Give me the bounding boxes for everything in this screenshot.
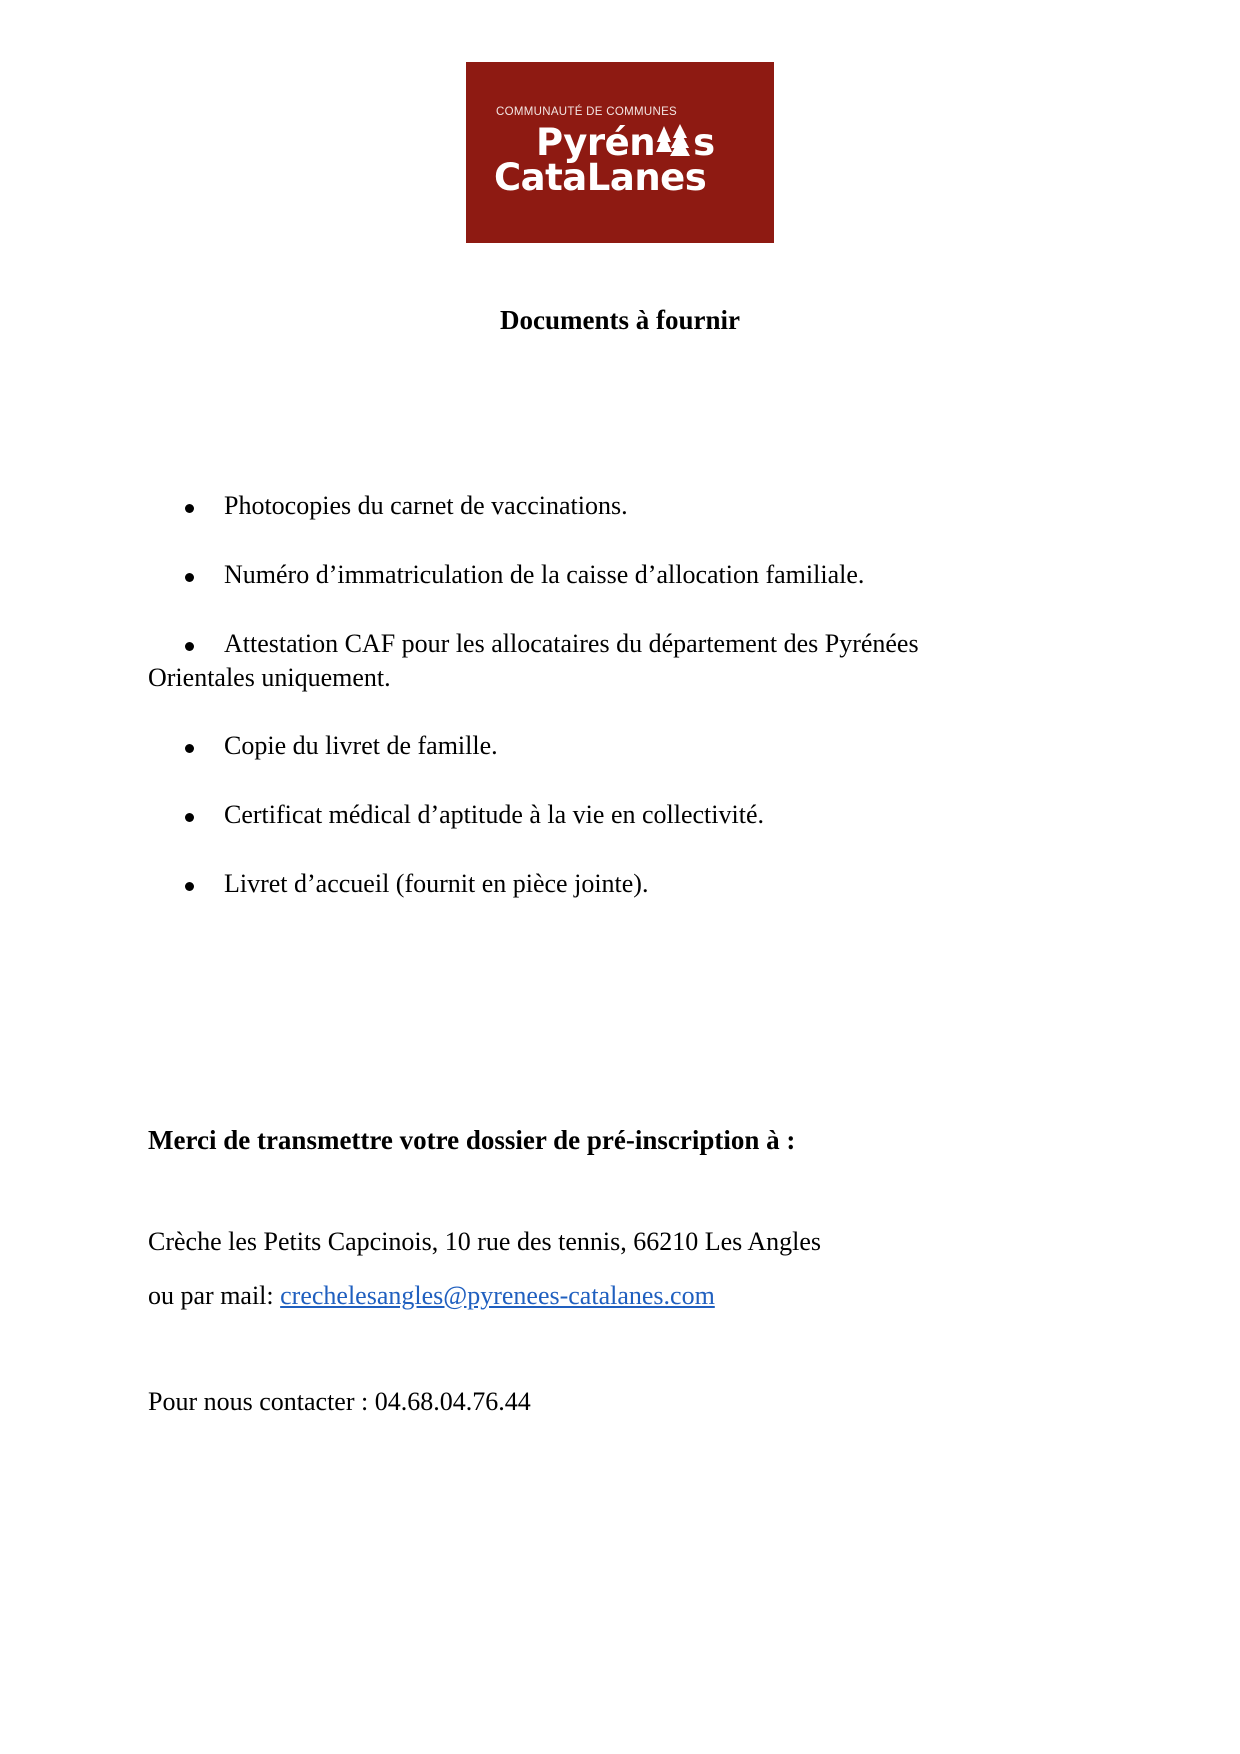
list-item-text: Attestation CAF pour les allocataires du département des Pyrénées Orientales uniquement. [148,629,919,692]
bullet-icon [185,504,194,513]
mountain-trees-icon [656,122,692,160]
logo-word-catalanes: CataLanes [494,156,707,199]
pyrenees-catalanes-logo [466,62,774,243]
list-item-text: Certificat médical d’aptitude à la vie en collectivité. [224,800,764,829]
page-title: Documents à fournir [500,305,740,335]
contact-line: Pour nous contacter : 04.68.04.76.44 [148,1387,531,1416]
logo-community-label: COMMUNAUTÉ DE COMMUNES [496,106,678,118]
bullet-icon [185,573,194,582]
bullet-icon [185,882,194,891]
bullet-icon [185,744,194,753]
submission-heading: Merci de transmettre votre dossier de pré-inscription à : [148,1125,796,1155]
list-item-text: Numéro d’immatriculation de la caisse d’allocation familiale. [224,560,865,589]
list-item-text: Photocopies du carnet de vaccinations. [224,491,628,520]
mail-line [148,1278,715,1314]
address-line: Crèche les Petits Capcinois, 10 rue des tennis, 66210 Les Angles [148,1227,822,1256]
list-item-text: Copie du livret de famille. [224,731,498,760]
bullet-icon [185,813,194,822]
email-link[interactable]: crechelesangles@pyrenees-catalanes.com [280,1281,715,1310]
mail-prefix: ou par mail: [148,1281,281,1310]
logo-word-pyrenees: Pyrén s [536,121,715,164]
list-item-text: Livret d’accueil (fournit en pièce jointe). [224,869,649,898]
